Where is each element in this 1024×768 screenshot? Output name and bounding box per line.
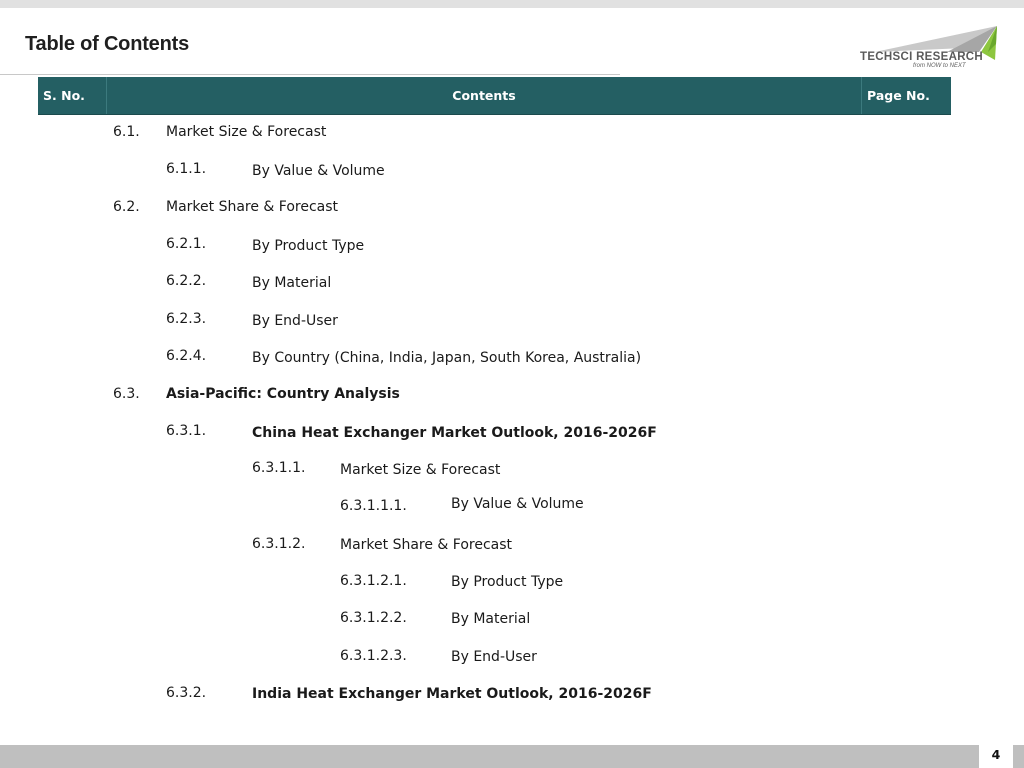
toc-entry-text: Asia-Pacific: Country Analysis: [166, 386, 400, 402]
toc-table-header: [38, 77, 951, 115]
toc-entry-text: By Product Type: [252, 238, 365, 254]
logo: [855, 22, 1005, 74]
toc-entry-number: 6.1.1.: [166, 161, 207, 177]
page-title: Table of Contents: [25, 33, 190, 55]
toc-entry-number: 6.2.4.: [166, 348, 207, 364]
toc-entry-number: 6.2.1.: [166, 236, 207, 252]
toc-entry-number: 6.3.1.2.2.: [340, 610, 407, 626]
column-header-sno: S. No.: [43, 88, 85, 103]
column-header-page: Page No.: [867, 88, 930, 103]
toc-entry-text: By Material: [451, 611, 531, 627]
toc-entry-text: India Heat Exchanger Market Outlook, 2016-2026F: [252, 686, 652, 702]
toc-entry-number: 6.2.3.: [166, 311, 207, 327]
footer-band: [0, 745, 1024, 768]
toc-entry-text: By Product Type: [451, 574, 564, 590]
toc-entry-number: 6.3.2.: [166, 685, 207, 701]
title-divider: [0, 74, 620, 75]
toc-entry-text: Market Share & Forecast: [340, 537, 513, 553]
toc-entry-text: By Value & Volume: [252, 163, 385, 179]
toc-entry-text: Market Size & Forecast: [340, 462, 501, 478]
top-band: [0, 0, 1024, 8]
toc-entry-text: By End-User: [252, 313, 338, 329]
toc-entry-number: 6.3.1.1.: [252, 460, 306, 476]
toc-entry-text: Market Share & Forecast: [166, 199, 339, 215]
toc-entry-text: China Heat Exchanger Market Outlook, 2016-2026F: [252, 425, 657, 441]
toc-entry-number: 6.2.2.: [166, 273, 207, 289]
toc-entry-text: By Country (China, India, Japan, South Korea, Australia): [252, 350, 642, 366]
page-number: 4: [979, 745, 1013, 768]
toc-entry-text: Market Size & Forecast: [166, 124, 327, 140]
toc-entry-text: By Value & Volume: [451, 496, 584, 512]
logo-name: TECHSCI RESEARCH: [860, 51, 984, 63]
toc-entry-text: By Material: [252, 275, 332, 291]
toc-entry-number: 6.3.1.1.1.: [340, 498, 407, 514]
toc-entry-number: 6.1.: [113, 124, 140, 140]
toc-entry-number: 6.3.1.2.1.: [340, 573, 407, 589]
toc-entry-text: By End-User: [451, 649, 537, 665]
toc-entry-number: 6.3.1.2.3.: [340, 648, 407, 664]
column-header-contents: Contents: [106, 77, 862, 114]
toc-entry-number: 6.3.1.2.: [252, 536, 306, 552]
toc-entry-number: 6.3.: [113, 386, 140, 402]
toc-entry-number: 6.3.1.: [166, 423, 207, 439]
toc-entry-number: 6.2.: [113, 199, 140, 215]
logo-tagline: from NOW to NEXT: [913, 63, 966, 69]
